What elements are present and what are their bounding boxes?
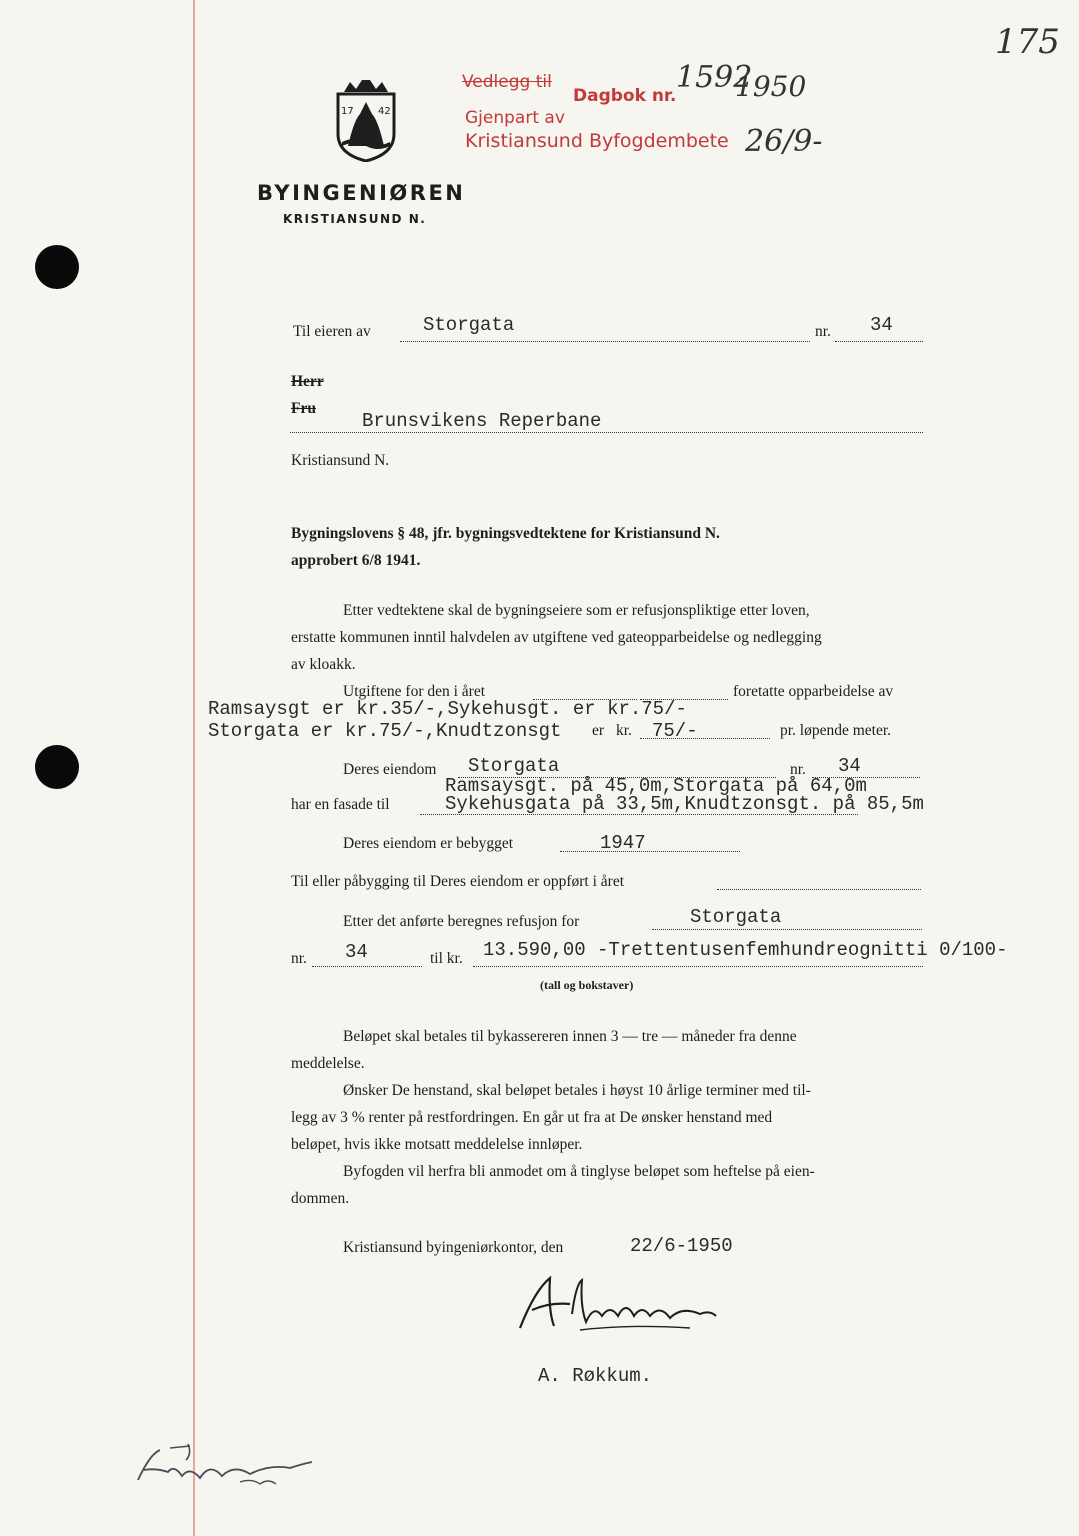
- paragraph-line: dommen.: [291, 1190, 350, 1207]
- paragraph-line: Etter vedtektene skal de bygningseiere som er refusjonspliktige etter loven,: [343, 602, 810, 619]
- punch-hole: [35, 245, 79, 289]
- stamp-byfogdembete: Kristiansund Byfogdembete: [465, 130, 729, 152]
- er-label: er: [592, 722, 605, 739]
- owner-nr-label: nr.: [815, 323, 831, 340]
- typed-costs-line2: Storgata er kr.75/-,Knudtzonsgt: [208, 720, 562, 742]
- closing-place-label: Kristiansund byingeniørkontor, den: [343, 1239, 564, 1256]
- dotted-line: [473, 966, 923, 967]
- dotted-line: [400, 341, 810, 342]
- paragraph-line: Byfogden vil herfra bli anmodet om å tinglyse beløpet som heftelse på eien-: [343, 1163, 815, 1180]
- typed-costs-line1: Ramsaysgt er kr.35/-,Sykehusgt. er kr.75/-: [208, 698, 687, 720]
- legal-reference-line2: approbert 6/8 1941.: [291, 552, 421, 569]
- crest-year-right: 42: [378, 106, 391, 117]
- issuer-title: BYINGENIØREN: [257, 181, 466, 205]
- paragraph-line: beløpet, hvis ikke motsatt meddelelse innløper.: [291, 1136, 583, 1153]
- fasade-typed-line1: Ramsaysgt. på 45,0m,Storgata på 64,0m: [445, 775, 867, 797]
- dotted-line: [312, 966, 422, 967]
- owner-label: Til eieren av: [293, 323, 371, 340]
- stamp-gjenpart: Gjenpart av: [465, 108, 565, 128]
- paragraph-line: Beløpet skal betales til bykassereren innen 3 — tre — måneder fra denne: [343, 1028, 797, 1045]
- owner-name: Brunsvikens Reperbane: [362, 410, 602, 432]
- refusjon-street: Storgata: [690, 906, 782, 928]
- owner-nr: 34: [870, 314, 893, 336]
- dotted-line: [835, 341, 923, 342]
- owner-city: Kristiansund N.: [291, 452, 390, 469]
- salutation-herr: Herr: [291, 373, 324, 390]
- page-number: 175: [995, 22, 1060, 62]
- paabygging-label: Til eller påbygging til Deres eiendom er oppført i året: [291, 873, 625, 890]
- refusjon-amount: 13.590,00 -Trettentusenfemhundreognitti 0/100-: [483, 939, 1008, 961]
- kr-label: kr.: [616, 722, 632, 739]
- paragraph-line: erstatte kommunen inntil halvdelen av utgiftene ved gateopparbeidelse og nedlegging: [291, 629, 822, 646]
- kr-value: 75/-: [652, 720, 698, 742]
- stamp-dagbok-label: Dagbok nr.: [573, 86, 677, 106]
- eiendom-street: Storgata: [468, 755, 560, 777]
- stamp-year: 1950: [735, 70, 807, 103]
- stamp-dagbok-number: 1592: [676, 60, 753, 95]
- issuer-subtitle: KRISTIANSUND N.: [283, 212, 427, 226]
- margin-line: [193, 0, 195, 1536]
- legal-reference-line1: Bygningslovens § 48, jfr. bygningsvedtektene for Kristiansund N.: [291, 525, 720, 542]
- fasade-typed-line2: Sykehusgata på 33,5m,Knudtzonsgt. på 85,5m: [445, 793, 924, 815]
- eiendom-nr-label: nr.: [790, 761, 806, 778]
- refusjon-label: Etter det anførte beregnes refusjon for: [343, 913, 580, 930]
- paragraph-line: Ønsker De henstand, skal beløpet betales i høyst 10 årlige terminer med til-: [343, 1082, 811, 1099]
- signature-scribble: [510, 1270, 730, 1340]
- bebygget-label: Deres eiendom er bebygget: [343, 835, 514, 852]
- eiendom-label: Deres eiendom: [343, 761, 437, 778]
- til-kr-label: til kr.: [430, 950, 463, 967]
- refusjon-nr-label: nr.: [291, 950, 307, 967]
- signature-name: A. Røkkum.: [538, 1365, 653, 1387]
- tall-og-bokstaver-note: (tall og bokstaver): [540, 978, 634, 992]
- dotted-line: [652, 929, 922, 930]
- punch-hole: [35, 745, 79, 789]
- stamp-vedlegg: Vedlegg til: [462, 72, 552, 92]
- stamp-date-handwritten: 26/9-: [745, 124, 823, 159]
- paragraph-line: meddelelse.: [291, 1055, 365, 1072]
- utgift-label: Utgiftene for den i året: [343, 683, 486, 700]
- owner-street: Storgata: [423, 314, 515, 336]
- dotted-line: [717, 889, 921, 890]
- utgift-label-2: foretatte opparbeidelse av: [733, 683, 894, 700]
- per-meter-label: pr. løpende meter.: [780, 722, 892, 739]
- paragraph-line: av kloakk.: [291, 656, 356, 673]
- closing-date: 22/6-1950: [630, 1235, 733, 1257]
- dotted-line: [290, 432, 923, 433]
- bottom-handwritten-scribble: [130, 1440, 320, 1500]
- bebygget-year: 1947: [600, 832, 646, 854]
- dotted-line: [560, 851, 740, 852]
- paragraph-line: legg av 3 % renter på restfordringen. En går ut fra at De ønsker henstand med: [291, 1109, 773, 1126]
- fasade-label: har en fasade til: [291, 796, 390, 813]
- eiendom-nr: 34: [838, 755, 861, 777]
- city-crest-icon: [334, 80, 398, 162]
- refusjon-nr: 34: [345, 941, 368, 963]
- crest-year-left: 17: [341, 106, 354, 117]
- salutation-fru: Fru: [291, 400, 316, 417]
